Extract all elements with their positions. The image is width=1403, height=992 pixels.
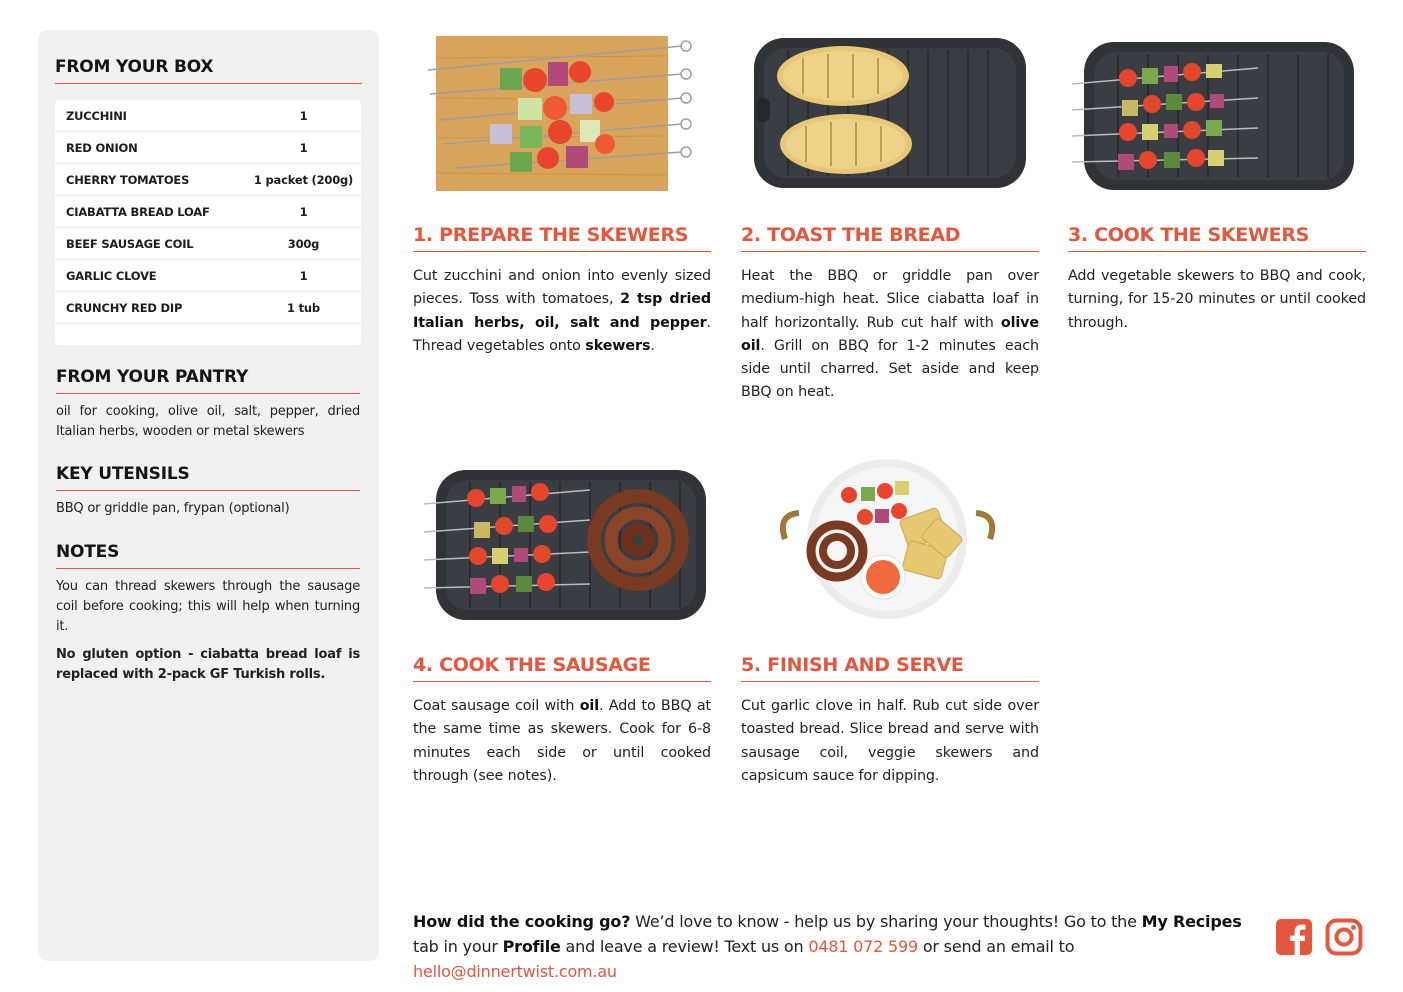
ingredient-row [55, 132, 361, 164]
step-text [1068, 265, 1366, 335]
notes-section [56, 542, 360, 685]
footer-text: tab in your [413, 937, 503, 956]
ingredient-row [55, 228, 361, 260]
phone-link[interactable]: 0481 072 599 [808, 937, 918, 956]
my-recipes-label: My Recipes [1141, 912, 1242, 931]
step-text [413, 695, 711, 788]
step-text [741, 695, 1039, 788]
step-title: 4. COOK THE SAUSAGE [413, 654, 711, 682]
step-title: 2. TOAST THE BREAD [741, 224, 1039, 252]
ingredients-table [55, 100, 361, 345]
ingredient-qty: 1 [299, 268, 308, 283]
step-3 [1068, 224, 1366, 335]
ingredient-row [55, 164, 361, 196]
griddle-sausage-photo [420, 460, 710, 624]
feedback-question: How did the cooking go? [413, 912, 631, 931]
step-text-run: . Grill on BBQ for 1-2 minutes each side until charred. Set aside and keep BBQ on heat. [741, 337, 1039, 401]
ingredient-qty: 300g [287, 236, 320, 251]
notes-text: You can thread skewers through the sausage coil before cooking; this will help when turning it. [56, 579, 360, 634]
email-link[interactable]: hello@dinnertwist.com.au [413, 962, 617, 981]
bold-ingredient: 2 tsp dried Italian herbs, oil, salt and pepper [413, 291, 711, 331]
step-title: 5. FINISH AND SERVE [741, 654, 1039, 682]
ingredient-qty: 1 packet (200g) [253, 172, 354, 187]
utensils-section [56, 464, 360, 519]
ingredient-row [55, 292, 361, 324]
utensils-title: KEY UTENSILS [56, 464, 360, 491]
step-text-run: Coat sausage coil with [413, 698, 580, 714]
ingredient-qty: 1 tub [287, 300, 320, 315]
ingredient-row [55, 196, 361, 228]
ingredient-qty: 1 [299, 108, 308, 123]
from-box-title: FROM YOUR BOX [55, 57, 362, 84]
ingredient-name: RED ONION [66, 140, 138, 155]
footer-text: We’d love to know - help us by sharing your thoughts! Go to the [630, 912, 1142, 931]
step-text-run: Cut garlic clove in half. Rub cut side over toasted bread. Slice bread and serve with sausage coil, veggie skewers and capsicum sauce for dipping. [741, 698, 1039, 784]
step-text [741, 265, 1039, 405]
ingredient-row [55, 100, 361, 132]
profile-label: Profile [502, 937, 561, 956]
ingredient-name: CHERRY TOMATOES [66, 172, 190, 187]
step-title: 1. PREPARE THE SKEWERS [413, 224, 711, 252]
step-4 [413, 654, 711, 788]
ingredient-qty: 1 [299, 204, 308, 219]
utensils-text: BBQ or griddle pan, frypan (optional) [56, 501, 290, 516]
pantry-section [56, 367, 360, 442]
notes-title: NOTES [56, 542, 360, 569]
ingredient-name: GARLIC CLOVE [66, 268, 157, 283]
step-1 [413, 224, 711, 358]
plated-dish-photo [775, 455, 1000, 623]
instagram-icon[interactable] [1325, 918, 1363, 956]
bold-ingredient: olive oil [741, 314, 1039, 354]
step-text-run: . [650, 337, 655, 354]
step-text-run: . Thread vegetables onto [413, 314, 711, 354]
step-text-run: Cut zucchini and onion into evenly sized pieces. Toss with tomatoes, [413, 268, 711, 308]
ingredient-name: ZUCCHINI [66, 108, 127, 123]
step-text-run: Heat the BBQ or griddle pan over medium-high heat. Slice ciabatta loaf in half horizontally. Rub cut half with [741, 268, 1039, 331]
step-2 [741, 224, 1039, 405]
from-box-section [55, 57, 362, 84]
griddle-bread-photo [748, 28, 1032, 194]
skewers-board-photo [420, 28, 700, 198]
ingredient-row [55, 260, 361, 292]
facebook-icon[interactable] [1275, 918, 1313, 956]
step-text-run: Add vegetable skewers to BBQ and cook, turning, for 15-20 minutes or until cooked through. [1068, 268, 1366, 331]
step-5 [741, 654, 1039, 788]
notes-gluten-text: No gluten option - ciabatta bread loaf is replaced with 2-pack GF Turkish rolls. [56, 647, 360, 682]
footer-text: and leave a review! Text us on [560, 937, 809, 956]
ingredient-qty: 1 [299, 140, 308, 155]
step-text-run: . Add to BBQ at the same time as skewers. Cook for 6-8 minutes each side or until cooked through (see notes). [413, 698, 711, 784]
ingredient-name: BEEF SAUSAGE COIL [66, 236, 194, 251]
feedback-footer [413, 909, 1263, 984]
griddle-skewers-photo [1068, 32, 1358, 194]
bold-ingredient: oil [579, 698, 600, 714]
step-title: 3. COOK THE SKEWERS [1068, 224, 1366, 252]
pantry-title: FROM YOUR PANTRY [56, 367, 360, 394]
ingredient-name: CRUNCHY RED DIP [66, 300, 183, 315]
pantry-text: oil for cooking, olive oil, salt, pepper, dried Italian herbs, wooden or metal skewers [56, 404, 360, 439]
sidebar [38, 30, 379, 961]
footer-text: or send an email to [917, 937, 1075, 956]
bold-ingredient: skewers [585, 337, 651, 354]
ingredient-name: CIABATTA BREAD LOAF [66, 204, 210, 219]
step-text [413, 265, 711, 358]
